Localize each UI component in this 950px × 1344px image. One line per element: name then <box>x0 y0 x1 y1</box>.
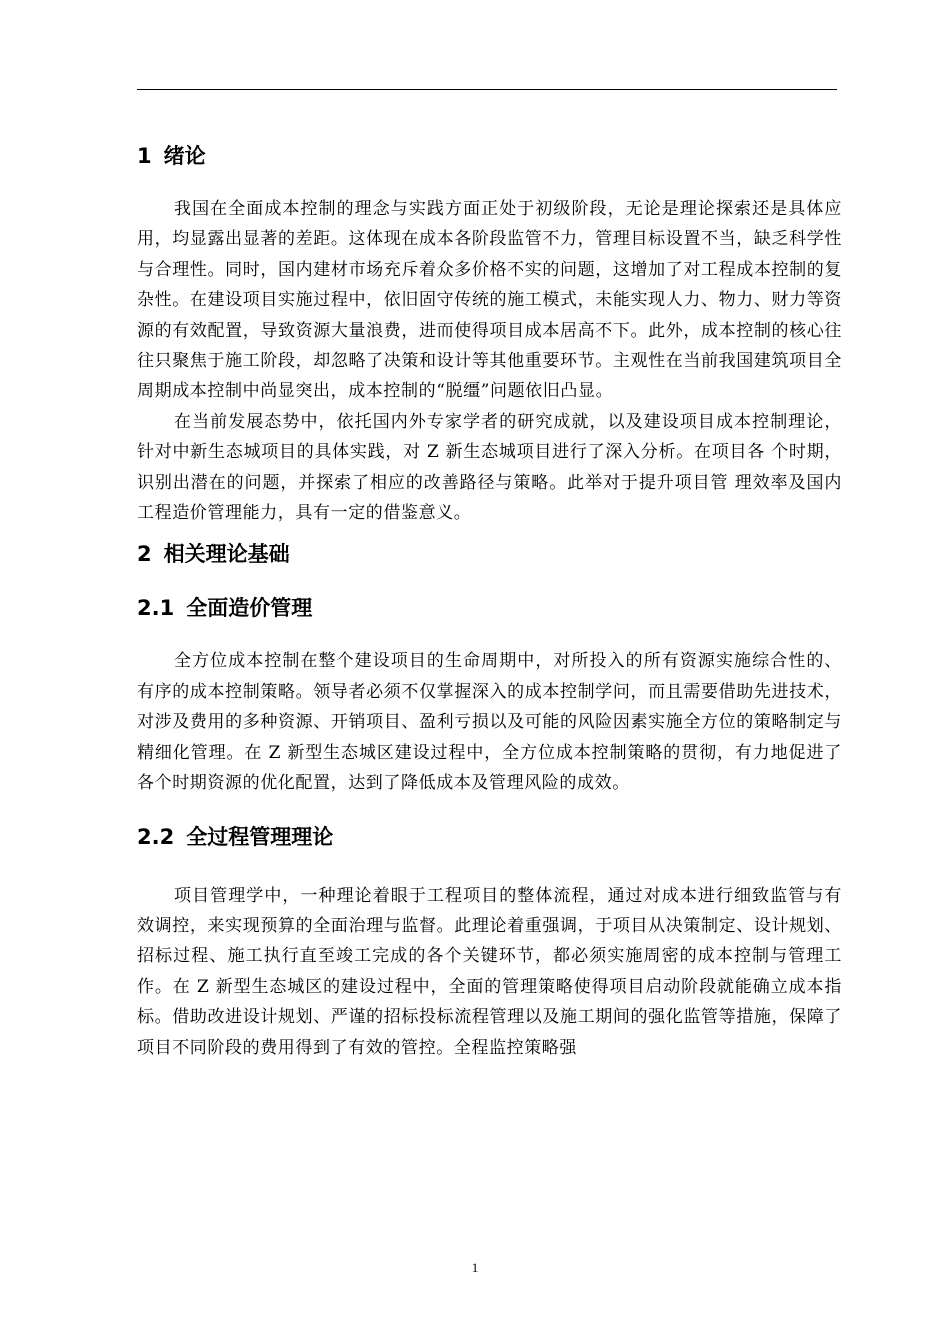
section-number: 2.1 <box>137 596 175 621</box>
section-title: 全过程管理理论 <box>186 824 334 849</box>
page-number: 1 <box>471 1260 479 1275</box>
section-number: 1 <box>137 144 152 168</box>
section-heading-2 <box>137 536 842 572</box>
paragraph: 在当前发展态势中，依托国内外专家学者的研究成就，以及建设项目成本控制理论，针对中新生态城项目的具体实践，对 Z 新生态城项目进行了深入分析。在项目各 个时期，识别出潜在的问题，并探索了相应的改善路径与策略。此举对于提升项目管 理效率及国内工程造价管理能力，具有一定的借鉴意义。 <box>137 411 842 524</box>
paragraph: 我国在全面成本控制的理念与实践方面正处于初级阶段，无论是理论探索还是具体应用，均显露出显著的差距。这体现在成本各阶段监管不力，管理目标设置不当，缺乏科学性与合理性。同时，国内建材市场充斥着众多价格不实的问题，这增加了对工程成本控制的复杂性。在建设项目实施过程中，依旧固守传统的施工模式，未能实现人力、物力、财力等资源的有效配置，导致资源大量浪费，进而使得项目成本居高不下。此外，成本控制的核心往往只聚焦于施工阶段，却忽略了决策和设计等其他重要环节。主观性在当前我国建筑项目全周期成本控制中尚显突出，成本控制的“脱缰”问题依旧凸显。 <box>137 199 842 402</box>
section-title: 绪论 <box>163 144 206 168</box>
page-body <box>137 138 842 1063</box>
section-title: 全面造价管理 <box>186 596 313 621</box>
section-number: 2.2 <box>137 824 175 849</box>
subsection-heading-2-1 <box>137 590 842 626</box>
subsection-heading-2-2 <box>137 819 842 855</box>
section-number: 2 <box>137 542 152 567</box>
paragraph: 全方位成本控制在整个建设项目的生命周期中，对所投入的所有资源实施综合性的、有序的成本控制策略。领导者必须不仅掌握深入的成本控制学问，而且需要借助先进技术，对涉及费用的多种资源、开销项目、盈利亏损以及可能的风险因素实施全方位的策略制定与精细化管理。在 Z 新型生态城区建设过程中，全方位成本控制策略的贯彻，有力地促进了各个时期资源的优化配置，达到了降低成本及管理风险的成效。 <box>137 651 842 794</box>
paragraph: 项目管理学中，一种理论着眼于工程项目的整体流程，通过对成本进行细致监管与有效调控，来实现预算的全面治理与监督。此理论着重强调，于项目从决策制定、设计规划、招标过程、施工执行直至竣工完成的各个关键环节，都必须实施周密的成本控制与管理工作。在 Z 新型生态城区的建设过程中，全面的管理策略使得项目启动阶段就能确立成本指标。借助改进设计规划、严谨的招标投标流程管理以及施工期间的强化监管等措施，保障了项目不同阶段的费用得到了有效的管控。全程监控策略强 <box>137 885 842 1058</box>
section-title: 相关理论基础 <box>163 542 290 567</box>
header-rule <box>137 89 837 90</box>
section-heading-1 <box>137 138 842 174</box>
